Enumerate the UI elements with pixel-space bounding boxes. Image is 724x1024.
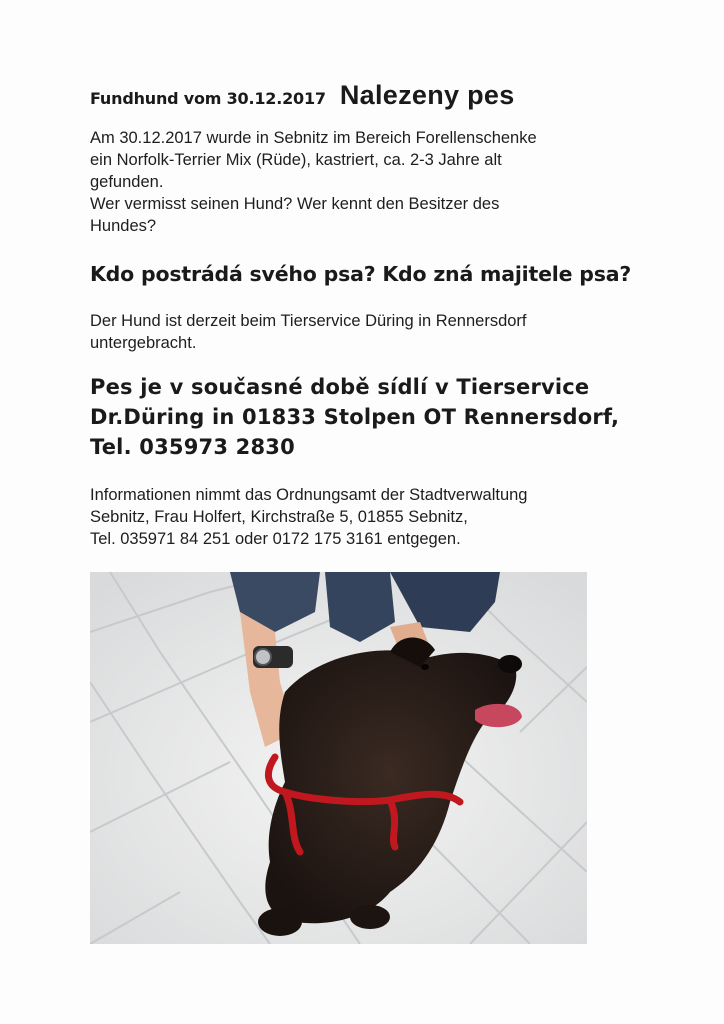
contact-line: Informationen nimmt das Ordnungsamt der Stadtverwaltung [90,486,528,504]
flyer-title [90,80,515,111]
intro-line: Wer vermisst seinen Hund? Wer kennt den Besitzer des [90,195,500,213]
intro-paragraph [90,127,650,237]
intro-line: Am 30.12.2017 wurde in Sebnitz im Bereich Forellenschenke [90,129,537,147]
dog-photo-illustration [90,572,587,944]
title-czech: Nalezeny pes [339,80,515,110]
intro-line: gefunden. [90,173,164,191]
title-date-label: Fundhund vom 30.12.2017 [90,89,326,108]
contact-paragraph [90,484,650,550]
contact-line: Sebnitz, Frau Holfert, Kirchstraße 5, 01855 Sebnitz, [90,508,468,526]
czech-shelter-line: Pes je v současné době sídlí v Tierservice [90,375,590,399]
contact-line: Tel. 035971 84 251 oder 0172 175 3161 entgegen. [90,530,461,548]
czech-shelter-line: Dr.Düring in 01833 Stolpen OT Rennersdorf, [90,405,620,429]
intro-line: ein Norfolk-Terrier Mix (Rüde), kastriert, ca. 2-3 Jahre alt [90,151,502,169]
dog-nose [498,655,522,673]
shelter-paragraph [90,310,650,354]
shelter-line: untergebracht. [90,334,197,352]
shelter-line: Der Hund ist derzeit beim Tierservice Düring in Rennersdorf [90,312,527,330]
dog-photo [90,572,587,944]
czech-shelter-heading [90,372,690,462]
intro-line: Hundes? [90,217,157,235]
czech-shelter-line: Tel. 035973 2830 [90,435,295,459]
czech-question-heading: Kdo postrádá svého psa? Kdo zná majitele psa? [90,262,632,286]
